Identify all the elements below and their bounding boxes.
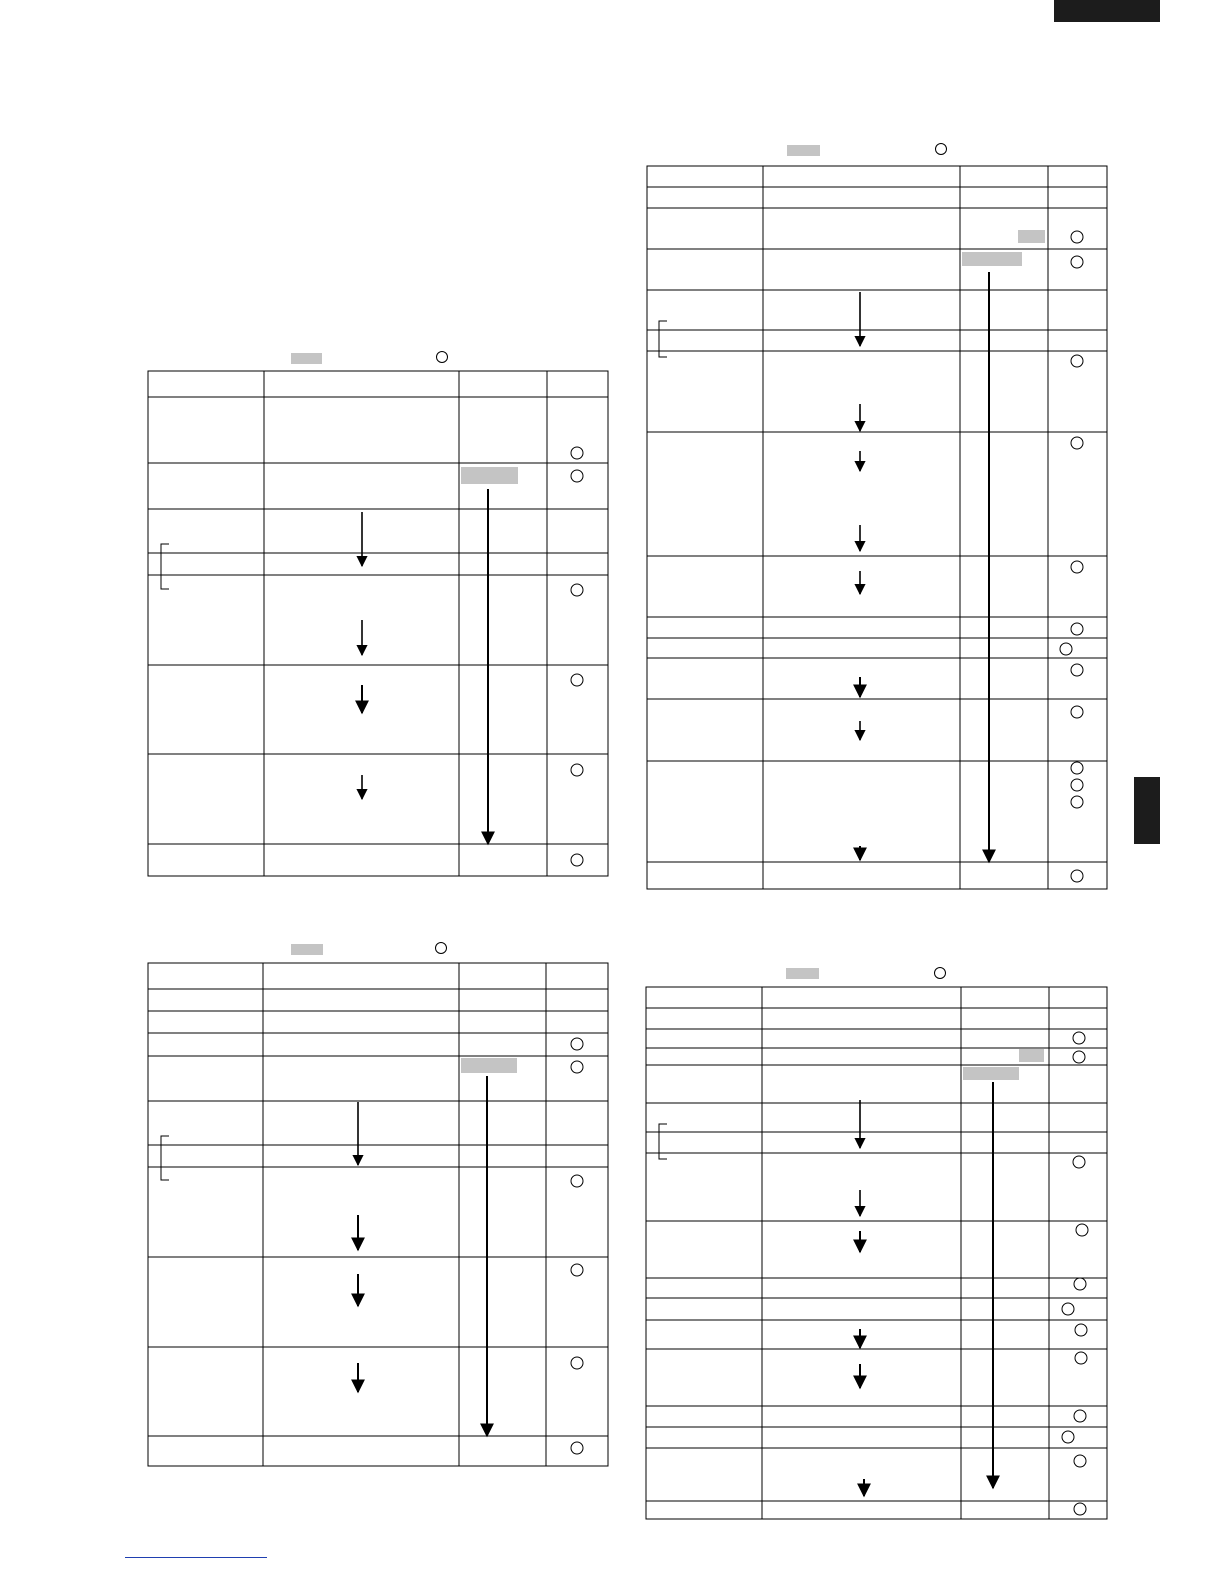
caption-circle-marker bbox=[436, 943, 447, 954]
procedure-table-lower-left bbox=[148, 943, 608, 1467]
procedure-table-upper-left bbox=[148, 352, 608, 877]
check-circle bbox=[1073, 1051, 1085, 1063]
check-circle bbox=[1073, 1156, 1085, 1168]
highlight-block bbox=[461, 467, 518, 484]
check-circle bbox=[1062, 1431, 1074, 1443]
footer-link-underline bbox=[125, 1557, 267, 1558]
check-circle bbox=[1071, 623, 1083, 635]
check-circle bbox=[1074, 1278, 1086, 1290]
check-circle bbox=[1071, 355, 1083, 367]
table-border bbox=[148, 963, 608, 1466]
check-circle bbox=[571, 1175, 583, 1187]
check-circle bbox=[571, 1038, 583, 1050]
left-bracket bbox=[659, 1124, 667, 1159]
table-border bbox=[148, 371, 608, 876]
caption-key-marker bbox=[291, 944, 323, 955]
check-circle bbox=[1060, 643, 1072, 655]
check-circle bbox=[1062, 1303, 1074, 1315]
check-circle bbox=[571, 584, 583, 596]
highlight-block bbox=[461, 1058, 517, 1073]
check-circle bbox=[1071, 231, 1083, 243]
left-bracket bbox=[161, 1136, 169, 1180]
check-circle bbox=[571, 854, 583, 866]
check-circle bbox=[571, 1264, 583, 1276]
left-bracket bbox=[161, 544, 169, 589]
highlight-block bbox=[1018, 230, 1045, 243]
check-circle bbox=[1076, 1224, 1088, 1236]
check-circle bbox=[571, 1357, 583, 1369]
caption-circle-marker bbox=[936, 144, 947, 155]
check-circle bbox=[1073, 1032, 1085, 1044]
procedure-table-lower-right bbox=[646, 968, 1107, 1520]
table-border bbox=[647, 166, 1107, 889]
caption-key-marker bbox=[786, 968, 819, 979]
procedure-table-upper-right bbox=[647, 144, 1107, 890]
caption-circle-marker bbox=[437, 352, 448, 363]
check-circle bbox=[571, 1442, 583, 1454]
caption-key-marker bbox=[291, 353, 322, 364]
highlight-block bbox=[1019, 1049, 1044, 1062]
check-circle bbox=[1074, 1503, 1086, 1515]
check-circle bbox=[1075, 1352, 1087, 1364]
check-circle bbox=[571, 1061, 583, 1073]
check-circle bbox=[1071, 256, 1083, 268]
highlight-block bbox=[962, 252, 1022, 266]
check-circle bbox=[571, 470, 583, 482]
check-circle bbox=[571, 447, 583, 459]
check-circle bbox=[571, 674, 583, 686]
highlight-block bbox=[963, 1067, 1019, 1080]
check-circle bbox=[1071, 664, 1083, 676]
check-circle bbox=[1071, 779, 1083, 791]
check-circle bbox=[1075, 1324, 1087, 1336]
check-circle bbox=[1071, 796, 1083, 808]
caption-circle-marker bbox=[935, 968, 946, 979]
check-circle bbox=[1071, 762, 1083, 774]
check-circle bbox=[1071, 870, 1083, 882]
check-circle bbox=[1071, 561, 1083, 573]
table-border bbox=[646, 987, 1107, 1519]
left-bracket bbox=[659, 321, 667, 357]
check-circle bbox=[1071, 706, 1083, 718]
check-circle bbox=[1074, 1455, 1086, 1467]
check-circle bbox=[1074, 1410, 1086, 1422]
caption-key-marker bbox=[787, 145, 820, 156]
check-circle bbox=[571, 764, 583, 776]
check-circle bbox=[1071, 437, 1083, 449]
